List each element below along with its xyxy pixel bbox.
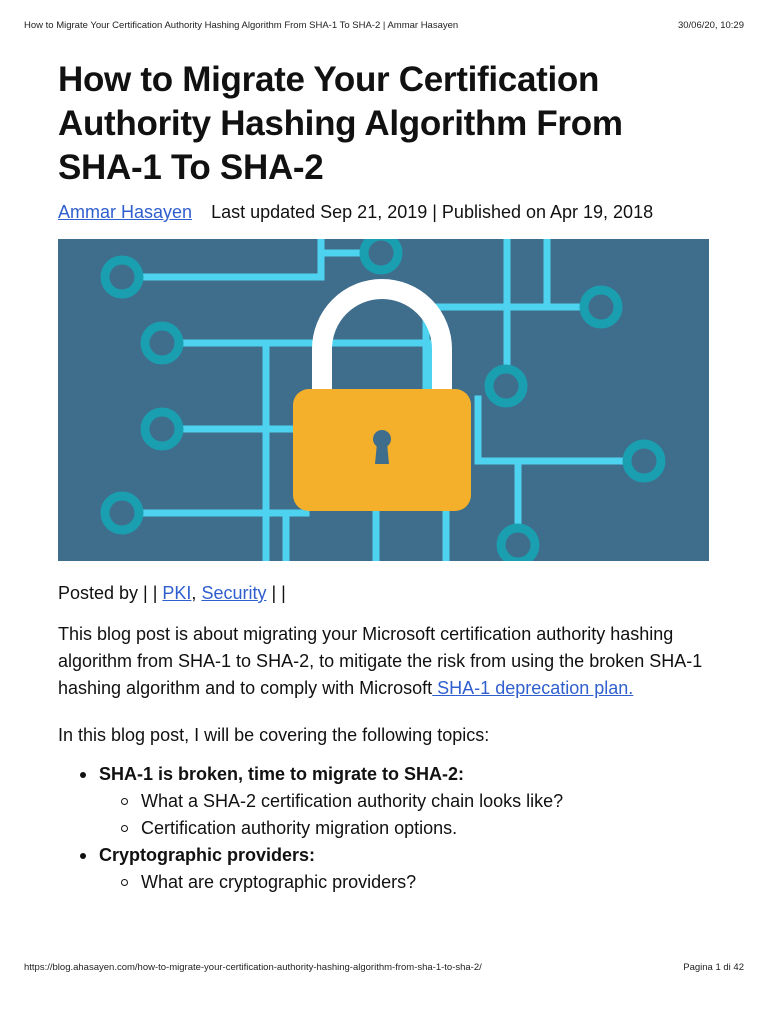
subtopic-list	[99, 869, 713, 896]
topics-intro: In this blog post, I will be covering the following topics:	[58, 725, 490, 745]
article-dates: Last updated Sep 21, 2019 | Published on Apr 19, 2018	[211, 202, 654, 222]
intro-text: This blog post is about migrating your Microsoft certification authority hashing algorithm from SHA-1 to SHA-2, to mitigate the risk from using the broken SHA-1 hashing algorithm and to comply with Microsoft	[58, 624, 703, 698]
topic-label: SHA-1 is broken, time to migrate to SHA-2:	[99, 764, 465, 784]
print-page-number: Pagina 1 di 42	[683, 962, 744, 973]
topic-label: Cryptographic providers:	[99, 845, 316, 865]
posted-by-line	[58, 581, 713, 605]
hero-image	[58, 239, 709, 561]
category-security-link[interactable]: Security	[201, 583, 267, 603]
category-separator: ,	[191, 583, 202, 603]
subtopic-item: What are cryptographic providers?	[99, 869, 713, 896]
subtopic-item: Certification authority migration options.	[99, 815, 713, 842]
article-title: How to Migrate Your Certification Authority Hashing Algorithm From SHA-1 To SHA-2	[58, 60, 623, 187]
category-pki-link[interactable]: PKI	[162, 583, 192, 603]
print-datetime: 30/06/20, 10:29	[677, 20, 744, 31]
article	[58, 58, 713, 896]
sha1-deprecation-link[interactable]: SHA-1 deprecation plan.	[432, 678, 634, 698]
print-footer	[24, 962, 744, 974]
subtopic-item: What a SHA-2 certification authority chain looks like?	[99, 788, 713, 815]
posted-prefix: Posted by | |	[58, 583, 163, 603]
article-meta	[58, 200, 713, 224]
subtopic-list	[99, 788, 713, 842]
topics-list	[58, 761, 713, 896]
print-url: https://blog.ahasayen.com/how-to-migrate-your-certification-authority-hashing-algorithm-from-sha-1-to-sha-2/	[24, 962, 482, 973]
intro-paragraph	[58, 621, 713, 702]
posted-suffix: | |	[266, 583, 286, 603]
padlock-circuit-illustration	[58, 239, 709, 561]
author-link[interactable]: Ammar Hasayen	[58, 202, 193, 222]
topic-item	[58, 842, 713, 896]
topic-item	[58, 761, 713, 842]
print-page-title: How to Migrate Your Certification Authority Hashing Algorithm From SHA-1 To SHA-2 | Ammar Hasayen	[24, 20, 459, 31]
print-header	[24, 20, 744, 32]
